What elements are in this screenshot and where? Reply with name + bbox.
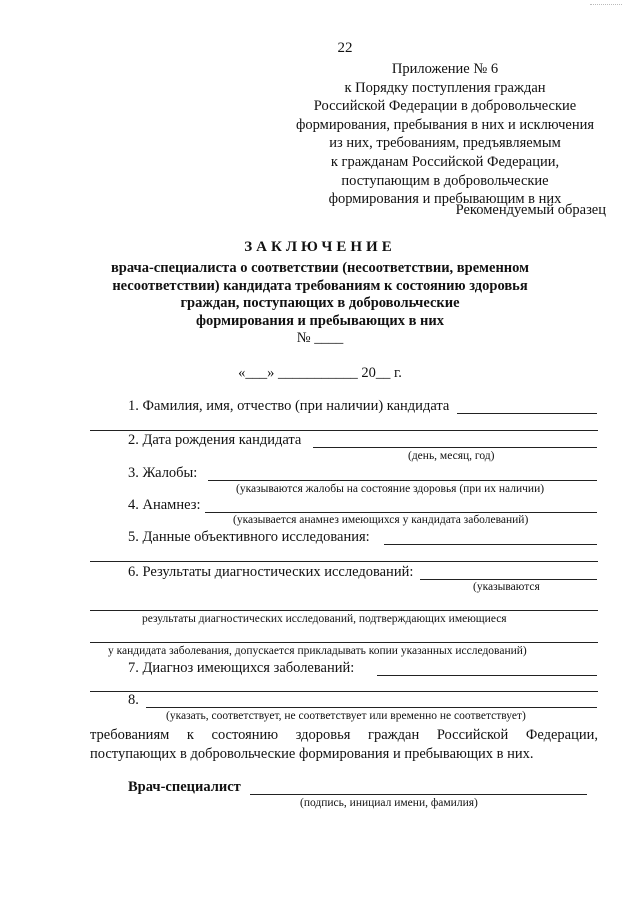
field-6-hint-2: результаты диагностических исследований, подтверждающих имеющиеся: [142, 613, 507, 625]
annex-line: формирования и пребывающим в них: [328, 191, 562, 208]
field-6-line-2[interactable]: [90, 610, 598, 611]
field-6-label: 6. Результаты диагностических исследований:: [128, 564, 414, 580]
field-3-label: 3. Жалобы:: [128, 465, 198, 481]
field-8-text: требованиям к состоянию здоровья граждан Российской Федерации, поступающих в добровольческие формирования и пребывающих в них.: [90, 727, 598, 762]
signature-label: Врач-специалист: [128, 779, 241, 795]
subtitle-line: несоответствии) кандидата требованиям к состоянию здоровья: [112, 277, 528, 294]
scan-mark: [590, 4, 622, 11]
field-2-line[interactable]: [313, 447, 597, 448]
field-4-hint: (указывается анамнез имеющихся у кандидата заболеваний): [233, 514, 529, 526]
field-2-hint: (день, месяц, год): [408, 450, 495, 462]
annex-block: [290, 60, 600, 209]
field-5-label: 5. Данные объективного исследования:: [128, 529, 370, 545]
field-1-line-2[interactable]: [90, 430, 598, 431]
subtitle-line: формирования и пребывающих в них: [195, 312, 445, 329]
field-8-hint: (указать, соответствует, не соответствует или временно не соответствует): [166, 710, 526, 722]
signature-hint: (подпись, инициал имени, фамилия): [300, 797, 478, 809]
field-8-label: 8.: [128, 692, 139, 708]
annex-line: из них, требованиям, предъявляемым: [329, 135, 561, 152]
field-6-line-3[interactable]: [90, 642, 598, 643]
field-5-line[interactable]: [384, 544, 597, 545]
field-7-line[interactable]: [377, 675, 597, 676]
field-2-label: 2. Дата рождения кандидата: [128, 432, 302, 448]
field-7-line-2[interactable]: [90, 691, 598, 692]
subtitle-line: врача-специалиста о соответствии (несоответствии, временном: [110, 260, 530, 276]
field-1-label: 1. Фамилия, имя, отчество (при наличии) кандидата: [128, 398, 450, 414]
field-4-line[interactable]: [205, 512, 597, 513]
document-number: № ____: [296, 330, 344, 346]
field-7-label: 7. Диагноз имеющихся заболеваний:: [128, 660, 355, 676]
annex-line: формирования, пребывания в них и исключения: [295, 116, 595, 133]
annex-title: Приложение № 6: [391, 61, 499, 77]
page-number: 22: [337, 40, 353, 56]
field-5-line-2[interactable]: [90, 561, 598, 562]
field-3-line[interactable]: [208, 480, 597, 481]
document-subtitle: [100, 260, 540, 330]
subtitle-line: граждан, поступающих в добровольческие: [180, 295, 460, 311]
annex-line: поступающим в добровольческие: [341, 172, 549, 189]
field-4-label: 4. Анамнез:: [128, 497, 201, 513]
recommended-sample: Рекомендуемый образец: [455, 202, 606, 218]
document-title: ЗАКЛЮЧЕНИЕ: [244, 239, 396, 255]
annex-line: к гражданам Российской Федерации,: [330, 153, 560, 170]
field-6-line[interactable]: [420, 579, 597, 580]
document-date: «___» ___________ 20__ г.: [238, 365, 402, 381]
signature-line[interactable]: [250, 794, 587, 795]
field-8-line[interactable]: [146, 707, 597, 708]
annex-line: Российской Федерации в добровольческие: [313, 98, 577, 115]
field-6-hint-1: (указываются: [473, 581, 540, 593]
field-1-line[interactable]: [457, 413, 597, 414]
field-6-hint-3: у кандидата заболевания, допускается прикладывать копии указанных исследований): [108, 645, 527, 657]
field-3-hint: (указываются жалобы на состояние здоровья (при их наличии): [236, 483, 545, 495]
annex-line: к Порядку поступления граждан: [344, 79, 546, 96]
